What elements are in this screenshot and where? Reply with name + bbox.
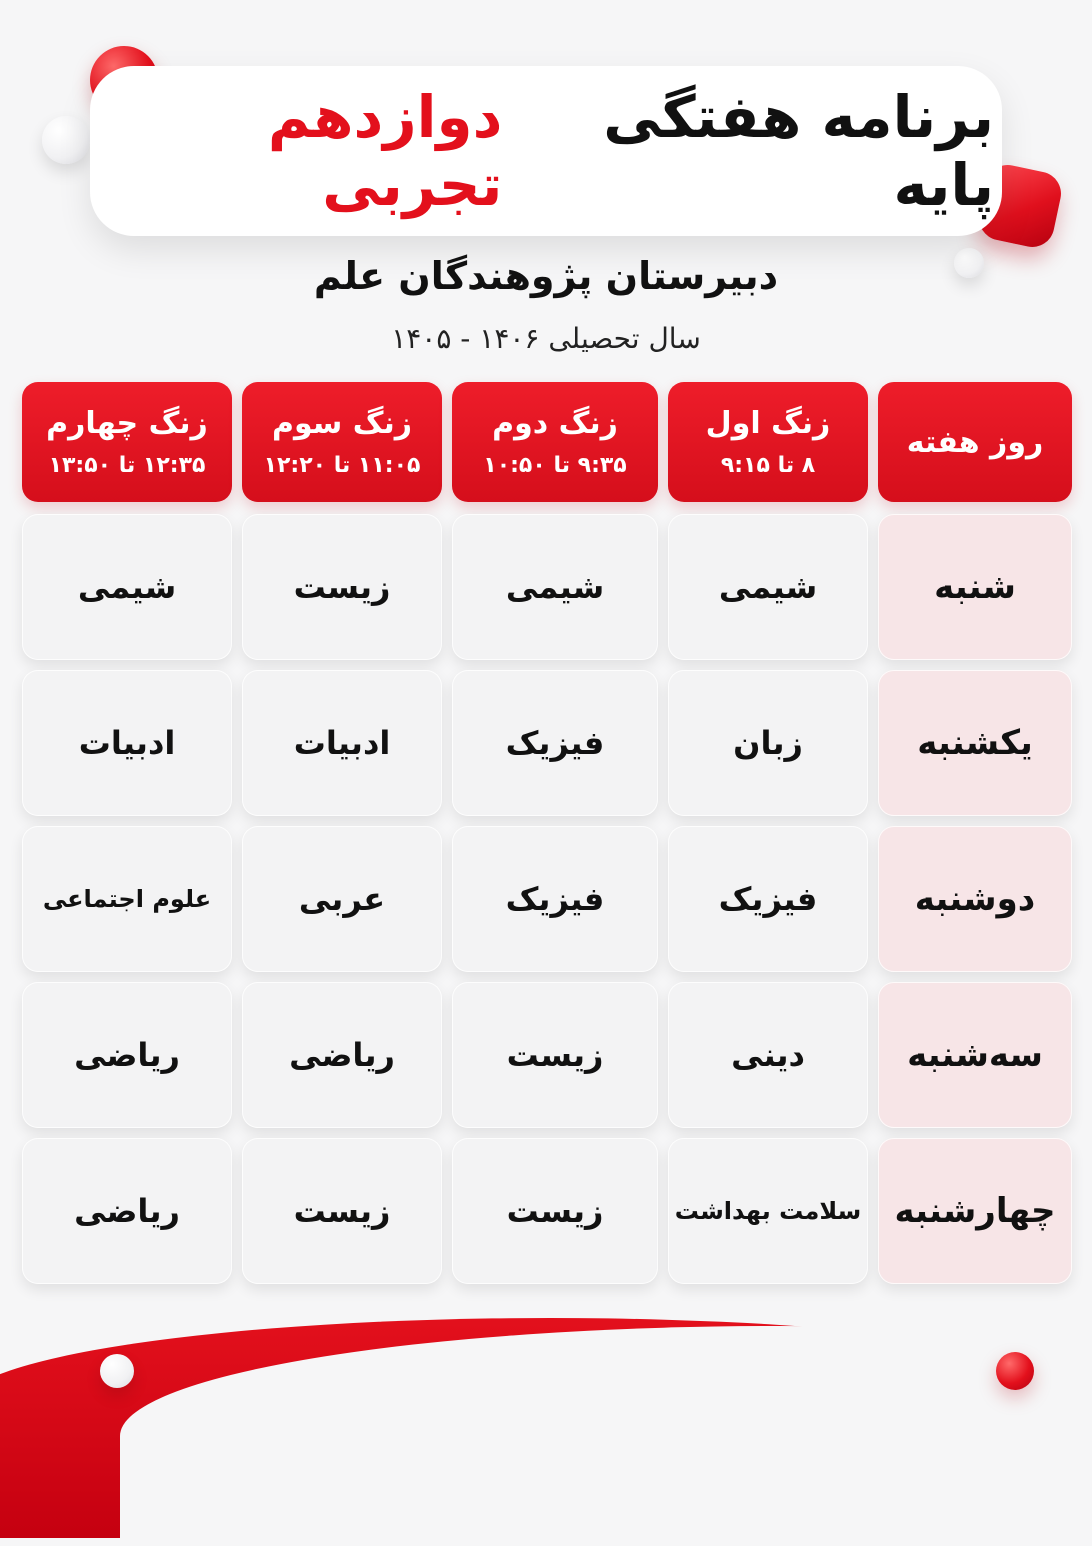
class-cell: زیست <box>242 1138 442 1284</box>
decor-white-ball-top-left <box>42 116 90 164</box>
class-cell: فیزیک <box>668 826 868 972</box>
class-cell: زیست <box>452 1138 658 1284</box>
class-cell: ادبیات <box>22 670 232 816</box>
header-day <box>878 382 1072 502</box>
header-period-1 <box>668 382 868 502</box>
title-card <box>90 66 1002 236</box>
header-period-3 <box>242 382 442 502</box>
class-cell: شیمی <box>668 514 868 660</box>
header-title: زنگ اول <box>705 406 831 441</box>
column-period-4 <box>22 382 232 1294</box>
header-time: ۹:۳۵ تا ۱۰:۵۰ <box>483 453 627 478</box>
column-day <box>878 382 1072 1294</box>
class-cell: سلامت بهداشت <box>668 1138 868 1284</box>
class-cell: شیمی <box>22 514 232 660</box>
day-cell: چهارشنبه <box>878 1138 1072 1284</box>
header-time: ۱۱:۰۵ تا ۱۲:۲۰ <box>263 453 421 478</box>
class-cell: شیمی <box>452 514 658 660</box>
class-cell: ریاضی <box>22 982 232 1128</box>
class-cell: ادبیات <box>242 670 442 816</box>
header-time: ۸ تا ۹:۱۵ <box>720 453 816 478</box>
class-cell: فیزیک <box>452 826 658 972</box>
title-highlight: دوازدهم تجربی <box>267 83 503 219</box>
class-cell: عربی <box>242 826 442 972</box>
class-cell: فیزیک <box>452 670 658 816</box>
class-cell: زبان <box>668 670 868 816</box>
class-cell: علوم اجتماعی <box>22 826 232 972</box>
day-cell: دوشنبه <box>878 826 1072 972</box>
schedule-table <box>22 382 1072 1294</box>
class-cell: ریاضی <box>22 1138 232 1284</box>
header-title: زنگ دوم <box>492 406 618 441</box>
header-title: زنگ سوم <box>272 406 412 441</box>
day-cell: سه‌شنبه <box>878 982 1072 1128</box>
column-period-2 <box>452 382 658 1294</box>
header-period-4 <box>22 382 232 502</box>
header-title: زنگ چهارم <box>46 406 208 441</box>
class-cell: زیست <box>452 982 658 1128</box>
header-time: ۱۲:۳۵ تا ۱۳:۵۰ <box>48 453 206 478</box>
title-main: برنامه هفتگی پایه <box>603 83 994 219</box>
header-period-2 <box>452 382 658 502</box>
school-name: دبیرستان پژوهندگان علم <box>313 254 779 298</box>
column-period-1 <box>668 382 868 1294</box>
day-cell: یکشنبه <box>878 670 1072 816</box>
class-cell: ریاضی <box>242 982 442 1128</box>
day-cell: شنبه <box>878 514 1072 660</box>
column-period-3 <box>242 382 442 1294</box>
decor-white-ball-bottom-left <box>100 1354 134 1388</box>
school-year: سال تحصیلی ۱۴۰۶ - ۱۴۰۵ <box>391 322 701 355</box>
header-title: روز هفته <box>906 424 1044 460</box>
class-cell: دینی <box>668 982 868 1128</box>
decor-red-ball-bottom-right <box>996 1352 1034 1390</box>
class-cell: زیست <box>242 514 442 660</box>
